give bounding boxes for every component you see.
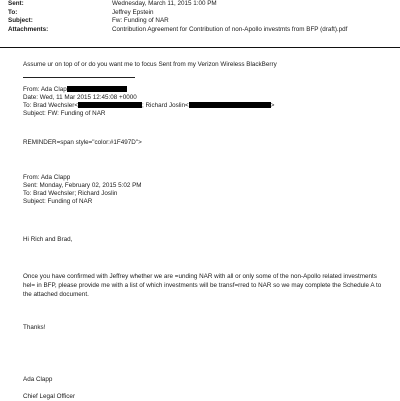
to-value: Jeffrey Epstein — [112, 9, 154, 16]
fwd1-to-start: To: Brad Wechsler< — [23, 102, 79, 109]
fwd2-from: From: Ada Clapp — [23, 174, 71, 181]
fwd1-to-line — [23, 102, 274, 110]
header-divider — [0, 47, 400, 48]
signature-name: Ada Clapp — [23, 376, 53, 383]
redaction-block — [67, 86, 127, 92]
separator-line — [23, 77, 135, 78]
fwd1-from-line — [23, 86, 127, 94]
attachment-link[interactable]: Contribution Agreement for Contribution of non-Apollo investmts from BFP (draft).pdf — [112, 26, 348, 33]
thanks: Thanks! — [23, 324, 46, 331]
signature-title: Chief Legal Officer — [23, 393, 76, 400]
body-paragraph: Once you have confirmed with Jeffrey whether we are =unding NAR with all or only some of the non-Apollo related investments hel= in BFP, please provide me with a list of which investments will be transf=rred to NAR so we may complete the Schedule A to the attached document. — [23, 273, 382, 298]
fwd1-to-end: > — [270, 102, 275, 109]
intro-line: Assume ur on top of or do you want me to focus Sent from my Verizon Wireless BlackBerry — [23, 61, 277, 68]
subject-value: Fw: Funding of NAR — [112, 17, 169, 24]
fwd1-to-mid: ; Richard Joslin< — [142, 102, 189, 109]
redaction-block — [189, 102, 271, 108]
subject-label: Subject: — [8, 17, 33, 24]
to-label: To: — [8, 9, 18, 16]
fwd2-sent: Sent: Monday, February 02, 2015 5:02 PM — [23, 182, 142, 189]
attachments-label: Attachments: — [8, 26, 49, 33]
fwd1-date: Date: Wed, 11 Mar 2015 12:45:08 +0000 — [23, 94, 137, 101]
greeting: Hi Rich and Brad, — [23, 236, 73, 243]
fwd1-from: From: Ada Clap — [23, 86, 67, 93]
redaction-block — [78, 102, 142, 108]
sent-label: Sent: — [8, 0, 24, 7]
fwd2-subject: Subject: Funding of NAR — [23, 198, 93, 205]
fwd1-subject: Subject: FW: Funding of NAR — [23, 110, 106, 117]
sent-value: Wednesday, March 11, 2015 1:00 PM — [112, 0, 217, 7]
fwd2-to: To: Brad Wechsler; Richard Joslin — [23, 190, 118, 197]
reminder-line: REMINDER=span style="color:#1F497D"> — [23, 139, 142, 146]
